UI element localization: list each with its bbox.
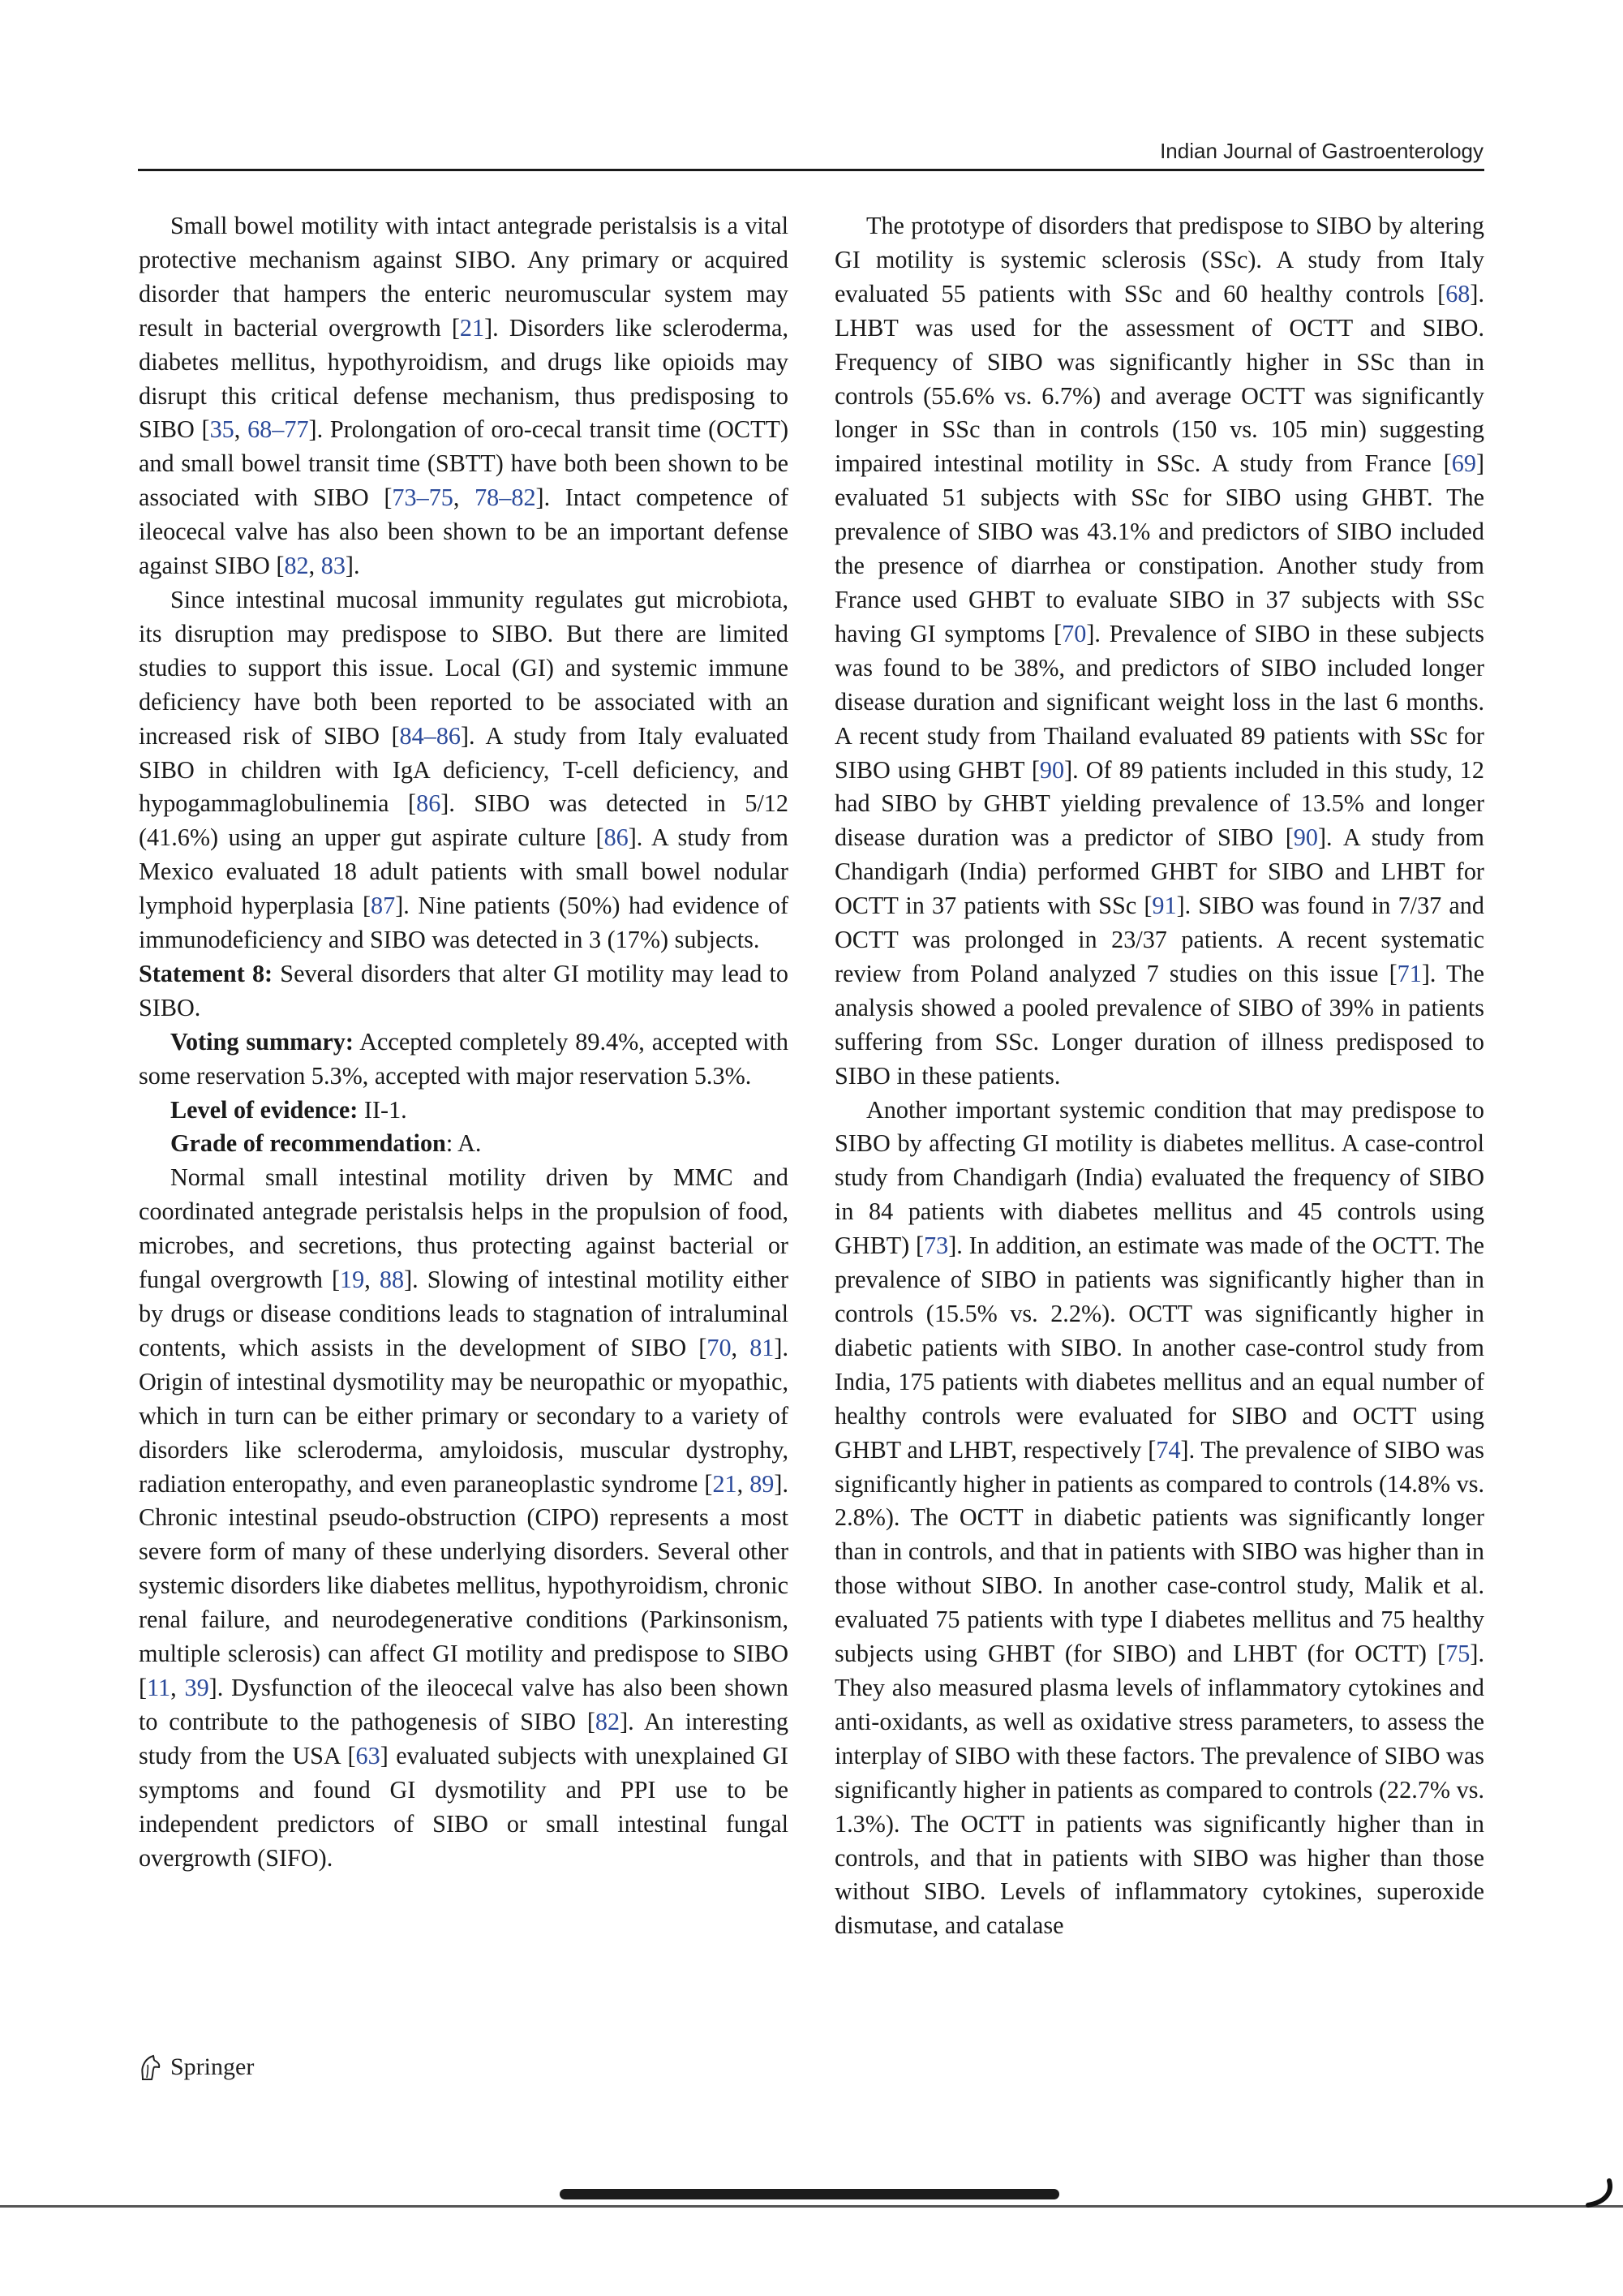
right-column (835, 209, 1484, 1943)
citation-link[interactable]: 70 (706, 1333, 732, 1361)
citation-link[interactable]: 70 (1062, 619, 1087, 647)
left-column (139, 209, 788, 1875)
paragraph-heading: Grade of recommendation (170, 1129, 446, 1158)
paragraph-text: Since intestinal mucosal immunity regulates gut microbiota, its disruption may predispose to SIBO. But there are limited studies to support this issue. Local (GI) and systemic immune deficiency have both been reported to be associated with an increased risk of SIBO [84–86]. A study from Italy evaluated SIBO in children with IgA deficiency, T-cell deficiency, and hypogammaglobulinemia [86]. SIBO was detected in 5/12 (41.6%) using an upper gut aspirate culture [86]. A study from Mexico evaluated 18 adult patients with small bowel nodular lymphoid hyperplasia [87]. Nine patients (50%) had evidence of immunodeficiency and SIBO was detected in 3 (17%) subjects. (139, 585, 789, 954)
citation-link[interactable]: 11 (147, 1673, 171, 1701)
header-rule (138, 169, 1484, 171)
citation-link[interactable]: 82 (284, 552, 309, 580)
citation-link[interactable]: 69 (1451, 449, 1476, 478)
citation-link[interactable]: 71 (1397, 959, 1422, 987)
citation-link[interactable]: 87 (371, 892, 396, 920)
paragraph-text: Accepted completely 89.4%, accepted with some reservation 5.3%, accepted with major reservation 5.3%. (139, 1027, 788, 1090)
citation-link[interactable]: 68–77 (247, 415, 309, 444)
citation-link[interactable]: 91 (1152, 892, 1177, 920)
right-paragraph (835, 209, 1484, 1094)
citation-link[interactable]: 74 (1156, 1435, 1181, 1464)
citation-link[interactable]: 90 (1293, 823, 1318, 852)
paragraph-text: The prototype of disorders that predispose to SIBO by altering GI motility is systemic sclerosis (SSc). A study from Italy evaluated 55 patients with SSc and 60 healthy controls [68]. LHBT was used for the assessment of OCTT and SIBO. Frequency of SIBO was significantly higher in SSc than in controls (55.6% vs. 6.7%) and average OCTT was significantly longer in SSc than in controls (150 vs. 105 min) suggesting impaired intestinal motility in SSc. A study from France [69] evaluated 51 subjects with SSc for SIBO using GHBT. The prevalence of SIBO was 43.1% and predictors of SIBO included the presence of diarrhea or constipation. Another study from France used GHBT to evaluate SIBO in 37 subjects with SSc having GI symptoms [70]. Prevalence of SIBO in these subjects was found to be 38%, and predictors of SIBO included longer disease duration and significant weight loss in the last 6 months. A recent study from Thailand evaluated 89 patients with SSc for SIBO using GHBT [90]. Of 89 patients included in this study, 12 had SIBO by GHBT yielding prevalence of 13.5% and longer disease duration was a predictor of SIBO [90]. A study from Chandigarh (India) performed GHBT for SIBO and LHBT for OCTT in 37 patients with SSc [91]. SIBO was found in 7/37 and OCTT was prolonged in 23/37 patients. A recent systematic review from Poland analyzed 7 studies on this issue [71]. The analysis showed a pooled prevalence of SIBO of 39% in patients suffering from SSc. Longer duration of illness predisposed to SIBO in these patients. (835, 212, 1484, 1090)
paragraph-text: Several disorders that alter GI motility may lead to SIBO. (139, 959, 789, 1021)
citation-link[interactable]: 88 (379, 1266, 405, 1294)
citation-link[interactable]: 73–75 (392, 484, 453, 512)
left-paragraph (139, 957, 788, 1025)
journal-name: Indian Journal of Gastroenterology (1160, 139, 1483, 163)
citation-link[interactable]: 89 (749, 1469, 775, 1498)
citation-link[interactable]: 78–82 (474, 484, 536, 512)
citation-link[interactable]: 35 (209, 415, 234, 444)
paragraph-text: II-1. (358, 1095, 407, 1124)
publisher-logo (138, 2053, 254, 2081)
paragraph-text: : A. (445, 1129, 482, 1158)
citation-link[interactable]: 21 (459, 313, 485, 342)
resize-handle-icon[interactable] (1582, 2178, 1616, 2210)
paragraph-text: Small bowel motility with intact antegrade peristalsis is a vital protective mechanism against SIBO. Any primary or acquired disorder that hampers the enteric neuromuscular system may result in bacterial overgrowth [21]. Disorders like scleroderma, diabetes mellitus, hypothyroidism, and drugs like opioids may disrupt this critical defense mechanism, thus predisposing to SIBO [35, 68–77]. Prolongation of oro-cecal transit time (OCTT) and small bowel transit time (SBTT) have both been shown to be associated with SIBO [73–75, 78–82]. Intact competence of ileocecal valve has also been shown to be an important defense against SIBO [82, 83]. (139, 212, 788, 580)
citation-link[interactable]: 39 (184, 1673, 209, 1701)
citation-link[interactable]: 84–86 (399, 721, 461, 750)
citation-link[interactable]: 81 (749, 1333, 775, 1361)
citation-link[interactable]: 63 (355, 1741, 380, 1769)
left-paragraph (139, 1127, 788, 1161)
paragraph-heading: Level of evidence: (170, 1095, 359, 1124)
publisher-name: Springer (170, 2053, 255, 2080)
right-paragraph (835, 1094, 1484, 1944)
left-paragraph (139, 209, 788, 583)
paragraph-text: Another important systemic condition that may predispose to SIBO by affecting GI motility is diabetes mellitus. A case-control study from Chandigarh (India) evaluated the frequency of SIBO in 84 patients with diabetes mellitus and 45 controls using GHBT) [73]. In addition, an estimate was made of the OCTT. The prevalence of SIBO in patients was significantly higher than in controls (15.5% vs. 2.2%). OCTT was significantly higher in diabetic patients with SIBO. In another case-control study from India, 175 patients with diabetes mellitus and an equal number of healthy controls were evaluated for SIBO and OCTT using GHBT and LHBT, respectively [74]. The prevalence of SIBO was significantly higher in patients as compared to controls (14.8% vs. 2.8%). The OCTT in diabetic patients was significantly longer than in controls, and that in patients with SIBO was higher than in those without SIBO. In another case-control study, Malik et al. evaluated 75 patients with type I diabetes mellitus and 75 healthy subjects using GHBT (for SIBO) and LHBT (for OCTT) [75]. They also measured plasma levels of inflammatory cytokines and anti-oxidants, as well as oxidative stress parameters, to assess the interplay of SIBO with these factors. The prevalence of SIBO was significantly higher in patients as compared to controls (22.7% vs. 1.3%). The OCTT in patients was significantly higher than in controls, and that in patients with SIBO was higher than those without SIBO. Levels of inflammatory cytokines, superoxide dismutase, and catalase (835, 1095, 1484, 1940)
citation-link[interactable]: 86 (416, 789, 441, 818)
page-scrollbar[interactable] (560, 2189, 1059, 2199)
paragraph-text: Normal small intestinal motility driven by MMC and coordinated antegrade peristalsis helps in the propulsion of food, microbes, and secretions, thus protecting against bacterial or fungal overgrowth [19, 88]. Slowing of intestinal motility either by drugs or disease conditions leads to stagnation of intraluminal contents, which assists in the development of SIBO [70, 81]. Origin of intestinal dysmotility may be neuropathic or myopathic, which in turn can be either primary or secondary to a variety of disorders like scleroderma, amyloidosis, muscular dystrophy, radiation enteropathy, and even paraneoplastic syndrome [21, 89]. Chronic intestinal pseudo-obstruction (CIPO) represents a most severe form of many of these underlying disorders. Several other systemic disorders like diabetes mellitus, hypothyroidism, chronic renal failure, and neurodegenerative conditions (Parkinsonism, multiple sclerosis) can affect GI motility and predispose to SIBO [11, 39]. Dysfunction of the ileocecal valve has also been shown to contribute to the pathogenesis of SIBO [82]. An interesting study from the USA [63] evaluated subjects with unexplained GI symptoms and found GI dysmotility and PPI use to be independent predictors of SIBO or small intestinal fungal overgrowth (SIFO). (139, 1163, 788, 1872)
viewer-bottom-border (0, 2205, 1623, 2208)
springer-horse-icon (138, 2053, 162, 2081)
citation-link[interactable]: 21 (712, 1469, 737, 1498)
left-paragraph (139, 1094, 788, 1128)
citation-link[interactable]: 90 (1039, 755, 1065, 784)
citation-link[interactable]: 75 (1445, 1640, 1471, 1668)
citation-link[interactable]: 73 (924, 1232, 949, 1260)
paragraph-heading: Voting summary: (170, 1027, 354, 1056)
left-paragraph (139, 1161, 788, 1875)
citation-link[interactable]: 82 (595, 1707, 620, 1735)
citation-link[interactable]: 19 (340, 1266, 365, 1294)
citation-link[interactable]: 68 (1445, 279, 1471, 307)
citation-link[interactable]: 86 (603, 823, 629, 852)
citation-link[interactable]: 83 (320, 552, 346, 580)
left-paragraph (139, 583, 788, 957)
paragraph-heading: Statement 8: (139, 959, 273, 987)
left-paragraph (139, 1025, 788, 1094)
